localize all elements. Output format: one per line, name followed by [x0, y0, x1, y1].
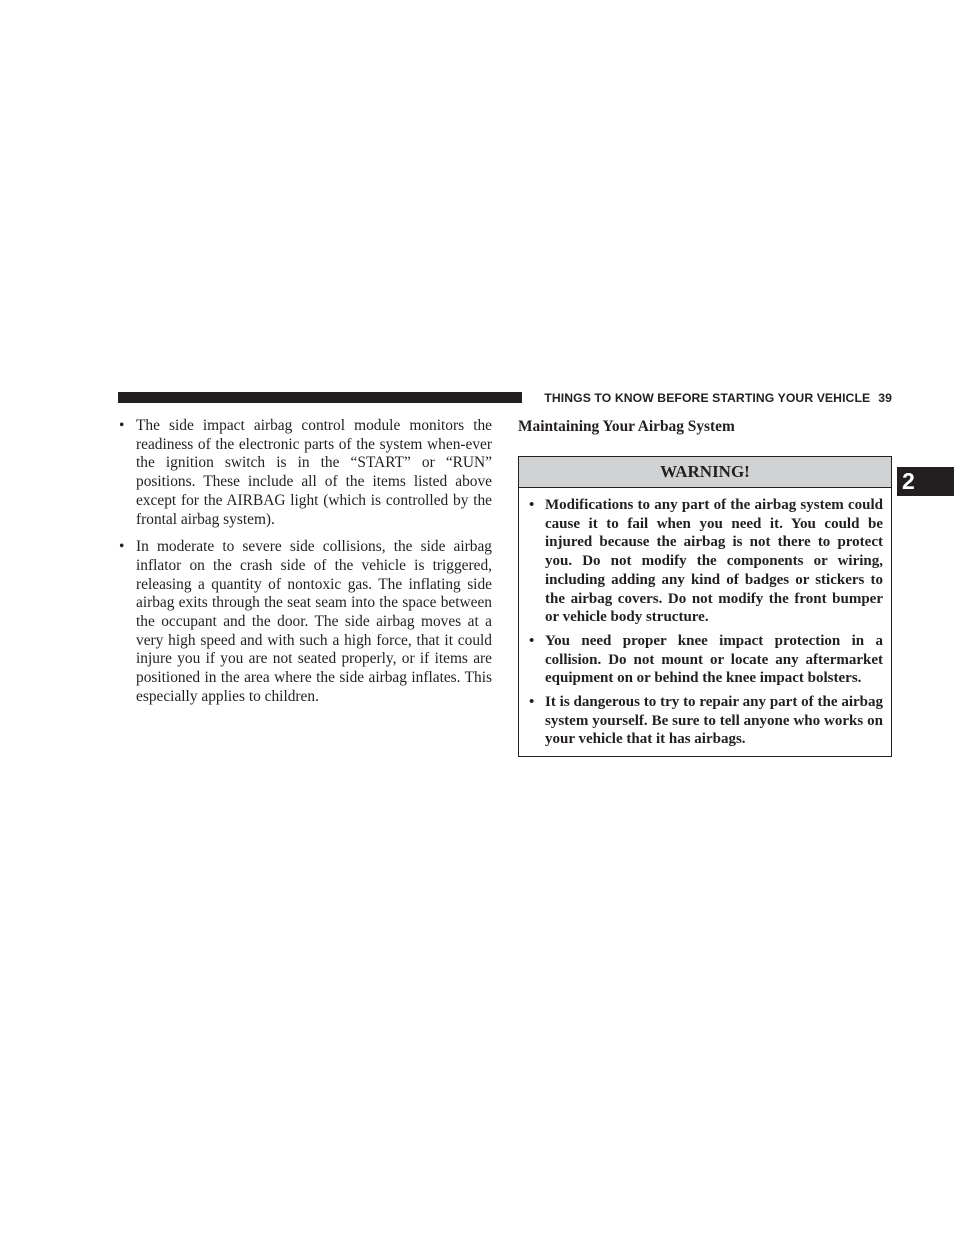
warning-text: Modifications to any part of the airbag system could cause it to fail when you need it. You could be injured because the airbag is not there to protect you. Do not modify the components or wiring, including adding any kind of badges or stickers to the airbag covers. Do not modify the front bumper or vehicle body structure.: [545, 497, 883, 626]
running-header: [530, 390, 892, 406]
section-heading: Maintaining Your Airbag System: [518, 418, 735, 435]
header-rule: [118, 392, 522, 403]
list-item: [118, 417, 492, 529]
page-number: 39: [878, 391, 892, 405]
header-section-title: THINGS TO KNOW BEFORE STARTING YOUR VEHICLE: [544, 391, 871, 405]
bullet-text: The side impact airbag control module monitors the readiness of the electronic parts of the system when-ever the ignition switch is in the “START” or “RUN” positions. These include all of the items listed above except for the AIRBAG light (which is controlled by the frontal airbag system).: [136, 417, 492, 528]
bullet-icon: •: [529, 694, 535, 711]
bullet-icon: •: [529, 497, 535, 513]
bullet-text: In moderate to severe side collisions, the side airbag inflator on the crash side of the vehicle is triggered, releasing a quantity of nontoxic gas. The inflating side airbag exits through the seat seam into the space between the occupant and the door. The side airbag moves at a very high speed and with such a high force, that it could injure you if you are not seated properly, or if items are positioned in the area where the side airbag inflates. This especially applies to children.: [136, 538, 492, 705]
chapter-tab: 2: [897, 467, 954, 496]
warning-item: [528, 496, 883, 627]
left-column: [118, 417, 492, 716]
list-item: [118, 538, 492, 706]
warning-text: You need proper knee impact protection in a collision. Do not mount or locate any aftermarket equipment on or behind the knee impact bolsters.: [545, 632, 883, 687]
warning-text: It is dangerous to try to repair any part of the airbag system yourself. Be sure to tell anyone who works on your vehicle that it has airbags.: [545, 694, 883, 748]
bullet-icon: •: [119, 417, 125, 434]
warning-item: [528, 693, 883, 749]
warning-box: [518, 456, 892, 757]
bullet-icon: •: [529, 632, 535, 649]
bullet-icon: •: [119, 538, 125, 556]
warning-title: WARNING!: [519, 457, 891, 488]
warning-item: [528, 632, 883, 688]
warning-list: [519, 488, 891, 749]
